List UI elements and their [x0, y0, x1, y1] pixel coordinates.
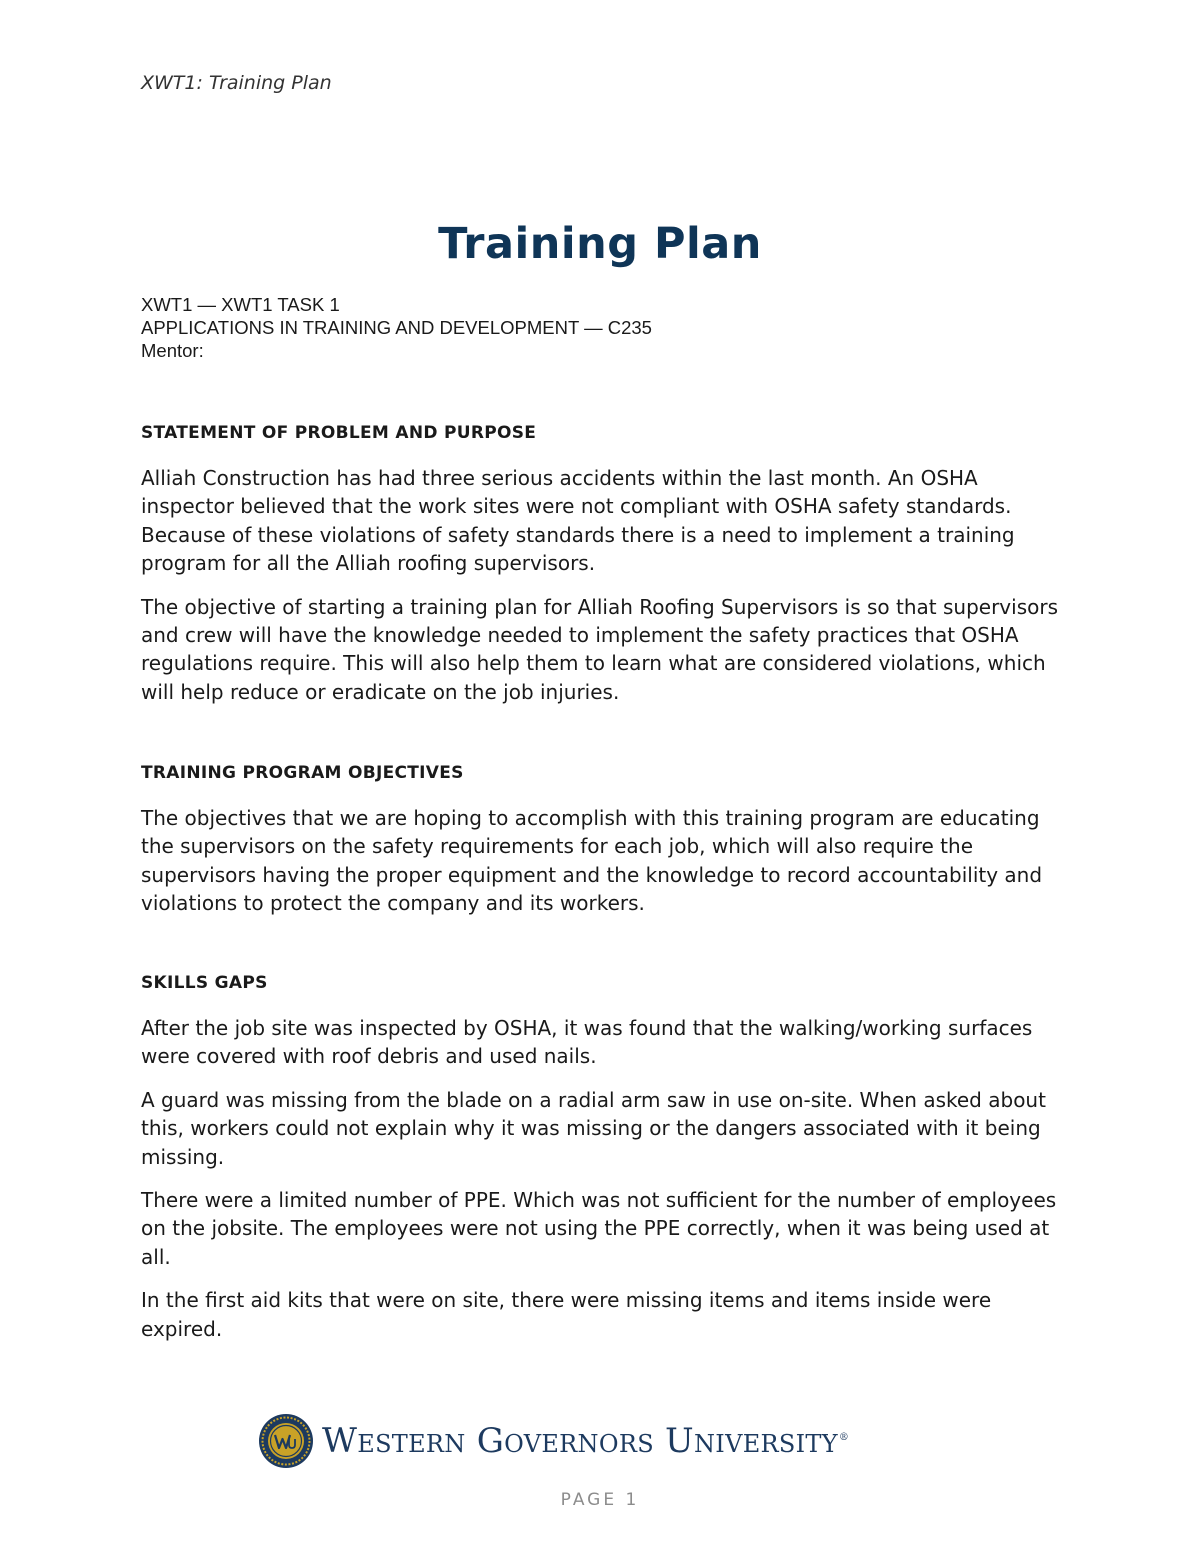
running-header: XWT1: Training Plan [141, 72, 332, 94]
section-paragraph: After the job site was inspected by OSHA, it was found that the walking/working surfaces were covered with roof debris and used nails. [141, 1016, 1033, 1069]
mentor-line: Mentor: [141, 340, 204, 361]
page-number: PAGE 1 [560, 1490, 640, 1510]
section-heading: STATEMENT OF PROBLEM AND PURPOSE [141, 423, 537, 443]
trademark-mark: ® [838, 1431, 850, 1443]
document-meta [141, 293, 652, 362]
logo-wordmark-text: Western Governors University [322, 1421, 838, 1461]
section-skills-gaps [141, 973, 1071, 1343]
section-problem-purpose [141, 423, 1071, 706]
section-heading: TRAINING PROGRAM OBJECTIVES [141, 763, 464, 783]
section-paragraph: There were a limited number of PPE. Which was not sufficient for the number of employees on the jobsite. The employees were not using the PPE correctly, when it was being used at all. [141, 1188, 1057, 1269]
logo-wordmark [322, 1421, 849, 1461]
section-heading: SKILLS GAPS [141, 973, 268, 993]
task-line: XWT1 — XWT1 TASK 1 [141, 294, 340, 315]
section-paragraph: The objective of starting a training plan for Alliah Roofing Supervisors is so that supervisors and crew will have the knowledge needed to implement the safety practices that OSHA regulations require. This will also help them to learn what are considered violations, which will help reduce or eradicate on the job injuries. [141, 594, 1059, 704]
section-paragraph: A guard was missing from the blade on a radial arm saw in use on-site. When asked about this, workers could not explain why it was missing or the dangers associated with it being missing. [141, 1087, 1046, 1169]
course-line: APPLICATIONS IN TRAINING AND DEVELOPMENT — C235 [141, 317, 652, 338]
section-paragraph: Alliah Construction has had three serious accidents within the last month. An OSHA inspector believed that the work sites were not compliant with OSHA safety standards. Because of these violations of safety standards there is a need to implement a training program for all the Alliah roofing supervisors. [141, 466, 1015, 576]
section-paragraph: In the first aid kits that were on site, there were missing items and items inside were expired. [141, 1288, 992, 1341]
section-program-objectives [141, 763, 1071, 918]
university-logo [258, 1411, 849, 1471]
section-paragraph: The objectives that we are hoping to accomplish with this training program are educating the supervisors on the safety requirements for each job, which will also require the supervisors having the proper equipment and the knowledge to record accountability and violations to protect the company and its workers. [141, 806, 1043, 916]
wgu-seal-icon [258, 1413, 314, 1469]
document-title: Training Plan [438, 218, 762, 269]
